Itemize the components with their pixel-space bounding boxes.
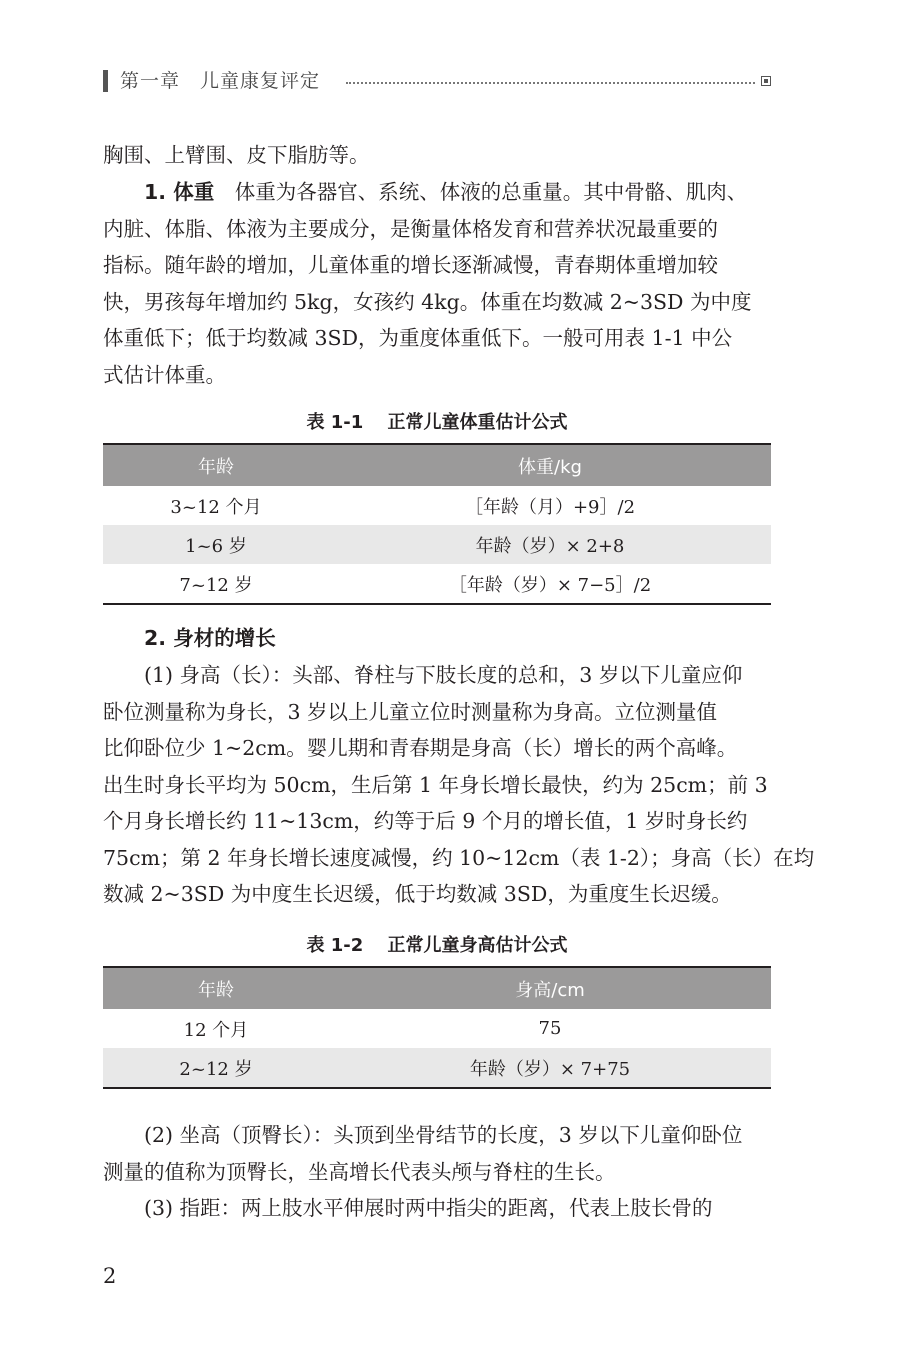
text-line: 比仰卧位少 1~2cm。婴儿期和青春期是身高（长）增长的两个高峰。 bbox=[103, 736, 738, 760]
paragraph-height bbox=[103, 657, 815, 913]
table-row bbox=[103, 1048, 771, 1088]
table-row bbox=[103, 525, 771, 564]
column-header-weight: 体重/kg bbox=[329, 444, 771, 486]
section-heading-height-text: 2. 身材的增长 bbox=[144, 626, 276, 650]
text-line: 出生时身长平均为 50cm，生后第 1 年身长增长最快，约为 25cm；前 3 bbox=[103, 772, 768, 797]
text-line: 测量的值称为顶臀长，坐高增长代表头颅与脊柱的生长。 bbox=[103, 1159, 616, 1184]
table-row bbox=[103, 486, 771, 525]
table-cell: ［年龄（月）+9］/2 bbox=[464, 496, 636, 518]
chapter-title: 第一章 儿童康复评定 bbox=[120, 70, 321, 92]
text-line: 体重低下；低于均数减 3SD，为重度体重低下。一般可用表 1-1 中公 bbox=[103, 326, 733, 350]
running-header bbox=[103, 66, 771, 98]
table-1-2-caption: 表 1-2 正常儿童身高估计公式 bbox=[306, 935, 568, 956]
column-header-height: 身高/cm bbox=[329, 967, 771, 1009]
table-cell: 年龄（岁）× 7+75 bbox=[329, 1048, 771, 1088]
section-heading-weight: 1. 体重 bbox=[144, 180, 215, 204]
paragraph-sitting-height bbox=[103, 1117, 771, 1190]
page-number: 2 bbox=[103, 1264, 117, 1288]
paragraph-weight bbox=[103, 174, 771, 393]
table-cell: 1~6 岁 bbox=[185, 535, 247, 557]
text-line: (3) 指距：两上肢水平伸展时两中指尖的距离，代表上肢长骨的 bbox=[144, 1196, 713, 1220]
text-line: 式估计体重。 bbox=[103, 362, 226, 387]
table-cell: 3~12 个月 bbox=[170, 496, 262, 518]
text-line: 快，男孩每年增加约 5kg，女孩约 4kg。体重在均数减 2~3SD 为中度 bbox=[103, 289, 752, 314]
table-1-1-caption: 表 1-1 正常儿童体重估计公式 bbox=[306, 412, 568, 433]
table-header-row bbox=[103, 967, 771, 1009]
table-cell: 7~12 岁 bbox=[103, 564, 329, 604]
header-square-icon bbox=[761, 76, 771, 86]
column-header-age: 年龄 bbox=[103, 444, 329, 486]
column-header-age: 年龄 bbox=[103, 967, 329, 1009]
table-cell: 75 bbox=[538, 1018, 562, 1039]
text-line: 指标。随年龄的增加，儿童体重的增长逐渐减慢，青春期体重增加较 bbox=[103, 253, 718, 277]
text-line: 1. 体重 体重为各器官、系统、体液的总重量。其中骨骼、肌肉、 bbox=[144, 180, 748, 204]
paragraph-arm-span bbox=[103, 1190, 771, 1227]
text-line: 卧位测量称为身长，3 岁以上儿童立位时测量称为身高。立位测量值 bbox=[103, 699, 718, 724]
table-cell: ［年龄（岁）× 7−5］/2 bbox=[329, 564, 771, 604]
text-line: (1) 身高（长）：头部、脊柱与下肢长度的总和，3 岁以下儿童应仰 bbox=[144, 663, 743, 687]
text-line: 数减 2~3SD 为中度生长迟缓，低于均数减 3SD，为重度生长迟缓。 bbox=[103, 882, 732, 906]
text-line: 个月身长增长约 11~13cm，约等于后 9 个月的增长值，1 岁时身长约 bbox=[103, 809, 748, 833]
table-row bbox=[103, 1009, 771, 1048]
table-cell: 2~12 岁 bbox=[103, 1048, 329, 1088]
table-row bbox=[103, 564, 771, 604]
paragraph-top bbox=[103, 137, 771, 174]
text-line: 内脏、体脂、体液为主要成分，是衡量体格发育和营养状况最重要的 bbox=[103, 216, 718, 241]
table-header-row bbox=[103, 444, 771, 486]
header-bar bbox=[103, 70, 108, 92]
text-line: (2) 坐高（顶臀长）：头顶到坐骨结节的长度，3 岁以下儿童仰卧位 bbox=[144, 1123, 743, 1147]
table-1-1 bbox=[103, 443, 771, 605]
table-1-2 bbox=[103, 966, 771, 1089]
header-dotted-rule bbox=[346, 82, 755, 84]
text-line: 75cm；第 2 年身长增长速度减慢，约 10~12cm（表 1-2）；身高（长）在均 bbox=[103, 845, 815, 870]
table-cell: 12 个月 bbox=[183, 1019, 249, 1041]
section-heading-height bbox=[103, 620, 771, 657]
table-cell: 年龄（岁）× 2+8 bbox=[475, 535, 625, 557]
text-line: 胸围、上臂围、皮下脂肪等。 bbox=[103, 143, 370, 167]
